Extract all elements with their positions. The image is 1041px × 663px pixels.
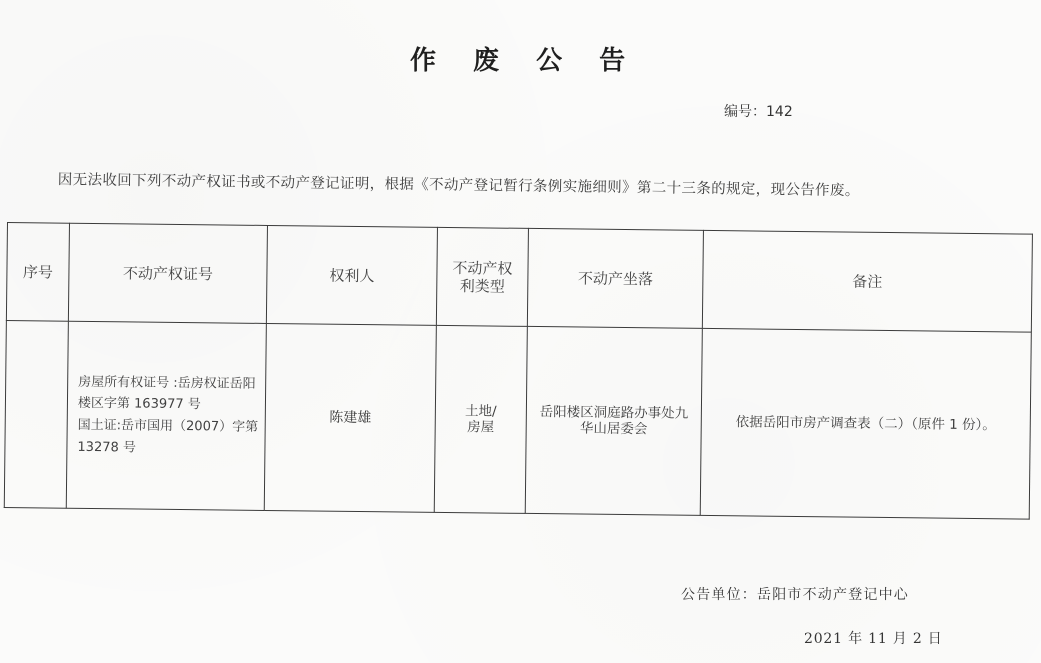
property-right-type-header-line-1: 不动产权 [452,258,513,278]
property-certificate-number-cell [66,321,266,510]
property-right-type-header-line-2: 利类型 [459,276,505,296]
property-location-line-2: 华山居委会 [579,420,648,438]
property-certificate-number-header: 不动产权证号 [68,223,267,323]
certificate-line-3: 国土证:岳市国用（2007）字第 [77,417,259,435]
certificate-line-2: 楼区字第 163977 号 [77,396,201,413]
property-right-type-cell [434,325,527,513]
voided-certificates-table-wrapper [4,222,1032,520]
serial-number-header: 序号 [6,223,69,322]
right-holder-header: 权利人 [266,225,437,325]
document-number-value: 142 [766,104,793,120]
property-location-cell [525,326,702,515]
property-location-header: 不动产坐落 [527,228,703,328]
document-number-label: 编号： [724,104,766,120]
property-right-type-line-2: 房屋 [467,419,495,436]
remarks-header: 备注 [702,230,1032,332]
notice-introduction: 因无法收回下列不动产权证书或不动产登记证明，根据《不动产登记暂行条例实施细则》第二十三条的规定，现公告作废。 [57,171,860,200]
property-location-line-1: 岳阳楼区洞庭路办事处九 [539,403,689,422]
table-header-row [6,223,1032,333]
right-holder-cell: 陈建雄 [264,323,436,512]
document-title: 作 废 公 告 [410,46,640,76]
remarks-cell: 依据岳阳市房产调查表（二）（原件 1 份）。 [700,328,1031,519]
property-right-type-line-1: 土地/ [465,403,497,420]
notice-date: 2021 年 11 月 2 日 [804,631,943,647]
document-number [724,101,793,121]
voided-certificates-table [4,222,1033,520]
certificate-line-1: 房屋所有权证号 :岳房权证岳阳 [78,374,256,392]
property-right-type-header [436,227,528,326]
issuing-unit: 公告单位：岳阳市不动产登记中心 [681,587,909,603]
serial-number-cell [4,320,68,508]
table-row [4,320,1031,519]
certificate-line-4: 13278 号 [77,439,137,456]
